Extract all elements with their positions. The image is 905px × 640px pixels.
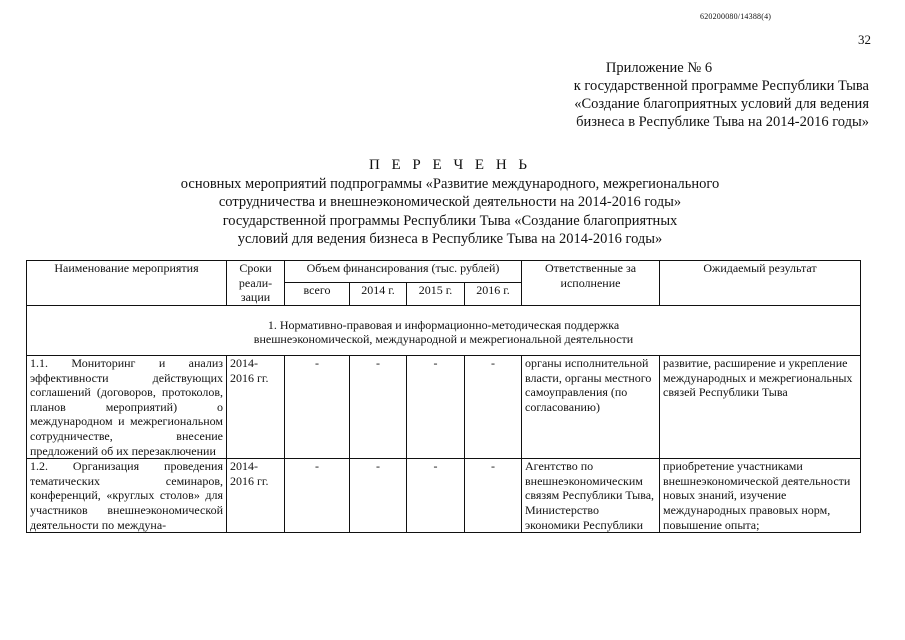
section-line: 1. Нормативно-правовая и информационно-методическая поддержка	[267, 317, 620, 332]
heading-line: сотрудничества и внешнеэкономической деятельности на 2014-2016 годы»	[218, 194, 682, 210]
cell-2016: -	[465, 459, 522, 533]
cell-responsible: Агентство по внешнеэкономическим связям Республики Тыва, Министерство экономики Республики	[522, 459, 660, 533]
cell-name: 1.2. Организация проведения тематических семинаров, конференций, «круглых столов» для участников внешнеэкономической деятельности по междуна-	[27, 459, 227, 533]
header-total: всего	[285, 283, 350, 305]
cell-name: 1.1. Мониторинг и анализ эффективности действующих соглашений (договоров, протоколов, планов мероприятий) о международном и межрегиональном сотрудничестве, внесение предложений об их перезаключении	[27, 355, 227, 458]
cell-result: развитие, расширение и укрепление международных и межрегиональных связей Республики Тыва	[660, 355, 861, 458]
heading-line: условий для ведения бизнеса в Республике Тыва на 2014-2016 годы»	[237, 231, 663, 247]
cell-term: 2014-2016 гг.	[227, 355, 285, 458]
appendix-block	[509, 59, 869, 131]
cell-2016: -	[465, 355, 522, 458]
appendix-line: «Создание благоприятных условий для ведения	[574, 96, 869, 112]
heading-title: П Е Р Е Ч Е Н Ь	[368, 157, 532, 173]
cell-2015: -	[407, 355, 465, 458]
table-header-row	[27, 261, 861, 283]
header-2015: 2015 г.	[407, 283, 465, 305]
appendix-line: бизнеса в Республике Тыва на 2014-2016 годы»	[576, 114, 869, 130]
cell-total: -	[285, 459, 350, 533]
cell-2015: -	[407, 459, 465, 533]
heading-line: основных мероприятий подпрограммы «Развитие международного, межрегионального	[180, 175, 720, 192]
appendix-line: к государственной программе Республики Тыва	[573, 78, 869, 94]
document-heading	[150, 156, 750, 249]
section-row	[27, 305, 861, 355]
cell-term: 2014-2016 гг.	[227, 459, 285, 533]
page-number: 32	[858, 32, 871, 47]
cell-responsible: органы исполнительной власти, органы местного самоуправления (по согласованию)	[522, 355, 660, 458]
appendix-title: Приложение № 6	[605, 60, 713, 76]
cell-2014: -	[350, 355, 407, 458]
cell-result: приобретение участниками внешнеэкономической деятельности новых знаний, изучение международных правовых норм, повышение опыта;	[660, 459, 861, 533]
section-title	[27, 305, 861, 355]
table-row	[27, 355, 861, 458]
header-funding: Объем финансирования (тыс. рублей)	[285, 261, 522, 283]
header-result: Ожидаемый результат	[660, 261, 861, 306]
table-row	[27, 459, 861, 533]
header-name: Наименование мероприятия	[27, 261, 227, 306]
header-2016: 2016 г.	[465, 283, 522, 305]
heading-line: государственной программы Республики Тыва «Создание благоприятных	[222, 212, 678, 229]
cell-2014: -	[350, 459, 407, 533]
document-id: 620200080/14388(4)	[700, 12, 772, 21]
section-line: внешнеэкономической, международной и межрегиональной деятельности	[253, 332, 634, 347]
header-2014: 2014 г.	[350, 283, 407, 305]
cell-total: -	[285, 355, 350, 458]
measures-table	[26, 260, 861, 533]
header-term: Сроки реали-зации	[227, 261, 285, 306]
header-responsible: Ответственные за исполнение	[522, 261, 660, 306]
